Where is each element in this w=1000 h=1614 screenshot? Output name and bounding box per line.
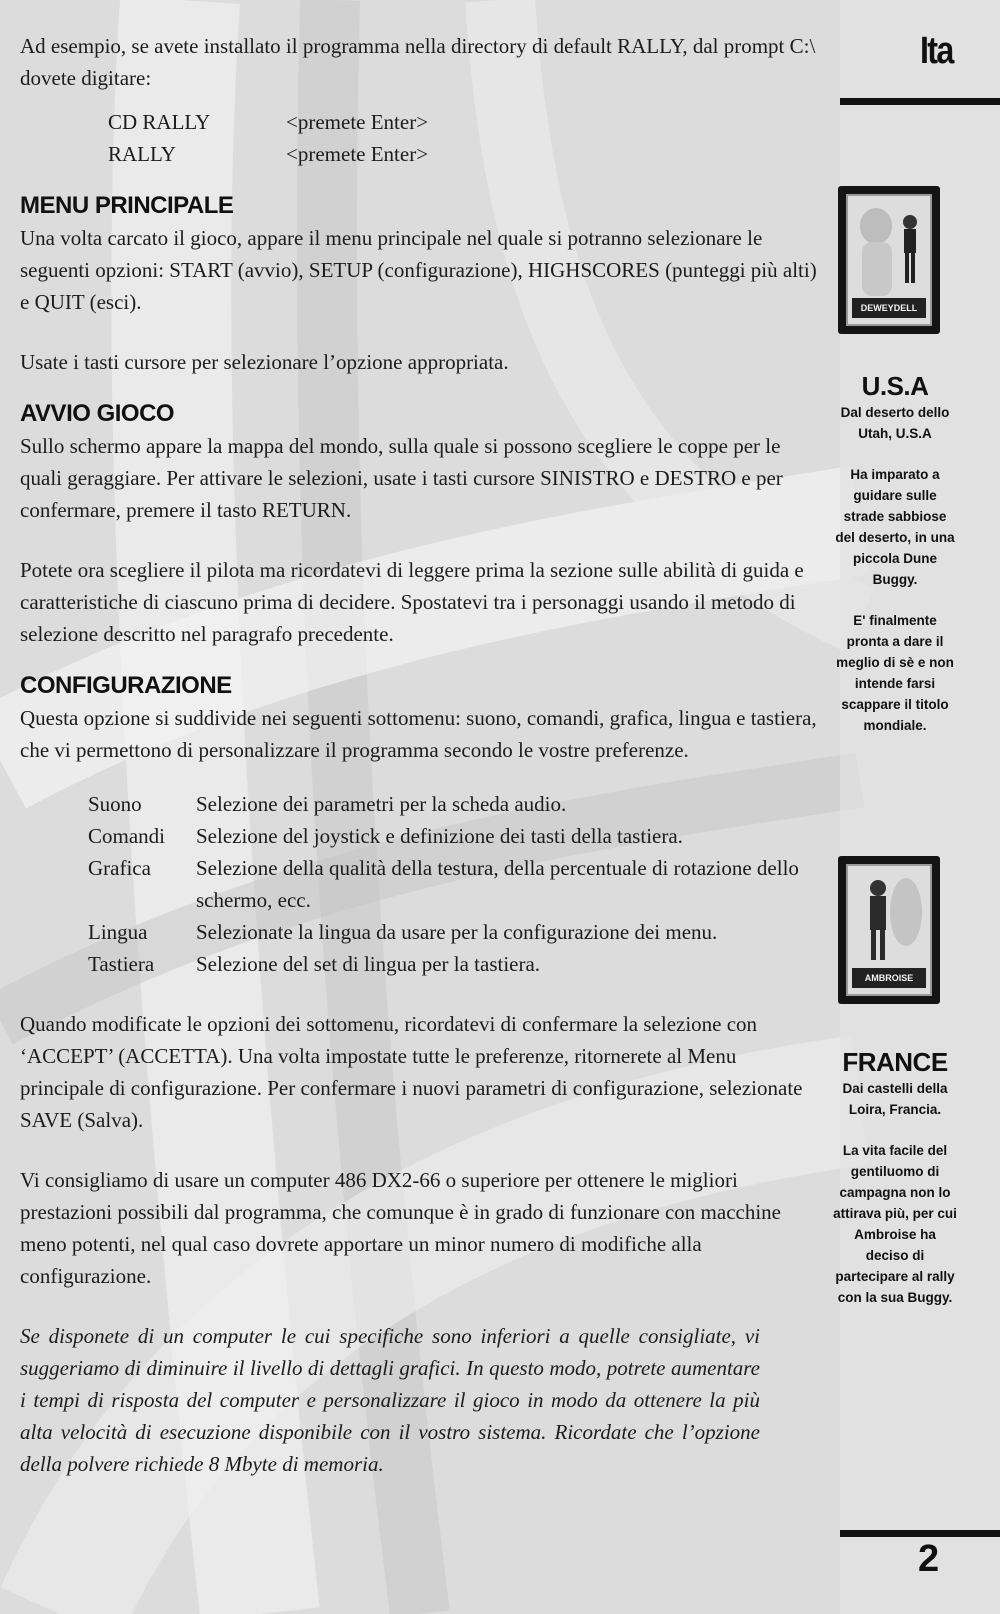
heading-avvio-gioco: AVVIO GIOCO [20, 400, 175, 427]
option-name: Grafica [88, 856, 151, 880]
command-text: CD RALLY [108, 110, 211, 134]
config-options-table [88, 788, 820, 980]
config-paragraph-2: Quando modificate le opzioni dei sottomenu, ricordatevi di confermare la selezione con ‘ACCEPT’ (ACCETTA). Una volta impostate tutte le preferenze, ritornerete al Menu principale di configurazione. Per confermare i nuovi parametri di configurazione, selezionate SAVE (Salva). [20, 1012, 803, 1132]
option-desc: Selezionate la lingua da usare per la configurazione dei menu. [196, 920, 718, 944]
portrait-deweydell [838, 186, 940, 334]
option-row [88, 948, 820, 980]
option-desc: Selezione del joystick e definizione dei tasti della tastiera. [196, 824, 683, 848]
option-name: Comandi [88, 824, 165, 848]
bottom-rule [840, 1530, 1000, 1537]
driver-bio: Ha imparato a guidare sulle strade sabbiose del deserto, in una piccola Dune Buggy. [835, 467, 955, 587]
command-row [108, 106, 820, 138]
portrait-frame [846, 194, 932, 326]
heading-menu-principale: MENU PRINCIPALE [20, 192, 234, 219]
command-row [108, 138, 820, 170]
command-note: <premete Enter> [286, 110, 429, 134]
command-list [108, 106, 820, 170]
option-desc: Selezione del set di lingua per la tastiera. [196, 952, 541, 976]
driver-bio: La vita facile del gentiluomo di campagna non lo attirava più, per cui Ambroise ha deciso di partecipare al rally con la sua Buggy. [833, 1143, 957, 1305]
language-tag: Ita [920, 30, 953, 72]
driver-origin: Dai castelli della Loira, Francia. [842, 1081, 948, 1117]
option-name: Suono [88, 792, 142, 816]
driver-bio: E' finalmente pronta a dare il meglio di sè e non intende farsi scappare il titolo mondiale. [836, 613, 954, 733]
menu-paragraph-2: Usate i tasti cursore per selezionare l’opzione appropriata. [20, 350, 509, 374]
page-number: 2 [918, 1538, 940, 1580]
config-paragraph-3: Vi consigliamo di usare un computer 486 DX2-66 o superiore per ottenere le migliori prestazioni possibili dal programma, che comunque è in grado di funzionare con macchine meno potenti, nel qual caso dovrete apportare un minor numero di modifiche alla configurazione. [20, 1168, 781, 1288]
avvio-paragraph-2: Potete ora scegliere il pilota ma ricordatevi di leggere prima la sezione sulle abilità di guida e caratteristiche di ciascuno prima di decidere. Spostatevi tra i personaggi usando il metodo di selezione descritto nel paragrafo precedente. [20, 558, 804, 646]
option-row [88, 852, 820, 916]
driver-bio-france [832, 1046, 958, 1328]
menu-paragraph: Una volta carcato il gioco, appare il menu principale nel quale si potranno selezionare le seguenti opzioni: START (avvio), SETUP (configurazione), HIGHSCORES (punteggi più alti) e QUIT (esci). [20, 226, 817, 314]
driver-country: U.S.A [861, 371, 929, 401]
italic-note: Se disponete di un computer le cui specifiche sono inferiori a quelle consigliate, vi suggeriamo di diminuire il livello di dettagli grafici. In questo modo, potrete aumentare i tempi di risposta del computer e personalizzare il gioco in modo da ottenere la più alta velocità di esecuzione disponibile con il vostro sistema. Ricordate che l’opzione della polvere richiede 8 Mbyte di memoria. [20, 1324, 760, 1476]
portrait-label: AMBROISE [852, 968, 926, 988]
portrait-ambroise [838, 856, 940, 1004]
top-rule [840, 98, 1000, 105]
config-paragraph: Questa opzione si suddivide nei seguenti sottomenu: suono, comandi, grafica, lingua e tastiera, che vi permettono di personalizzare il programma secondo le vostre preferenze. [20, 706, 817, 762]
driver-bio-usa [832, 370, 958, 756]
option-row [88, 820, 820, 852]
main-content [20, 30, 820, 1480]
avvio-paragraph: Sullo schermo appare la mappa del mondo, sulla quale si possono scegliere le coppe per le quali geraggiare. Per attivare le selezioni, usate i tasti cursore SINISTRO e DESTRO e per confermare, premere il tasto RETURN. [20, 434, 783, 522]
sidebar [833, 0, 1000, 1614]
portrait-frame [846, 864, 932, 996]
command-note: <premete Enter> [286, 142, 429, 166]
option-row [88, 788, 820, 820]
option-name: Tastiera [88, 952, 155, 976]
option-name: Lingua [88, 920, 148, 944]
intro-paragraph: Ad esempio, se avete installato il programma nella directory di default RALLY, dal prompt C:\ dovete digitare: [20, 34, 816, 90]
heading-configurazione: CONFIGURAZIONE [20, 672, 232, 699]
command-text: RALLY [108, 142, 176, 166]
driver-origin: Dal deserto dello Utah, U.S.A [840, 405, 950, 441]
option-desc: Selezione dei parametri per la scheda audio. [196, 792, 567, 816]
portrait-label: DEWEYDELL [852, 298, 926, 318]
option-desc: Selezione della qualità della testura, della percentuale di rotazione dello schermo, ecc. [196, 856, 799, 912]
driver-country: FRANCE [842, 1047, 948, 1077]
option-row [88, 916, 820, 948]
